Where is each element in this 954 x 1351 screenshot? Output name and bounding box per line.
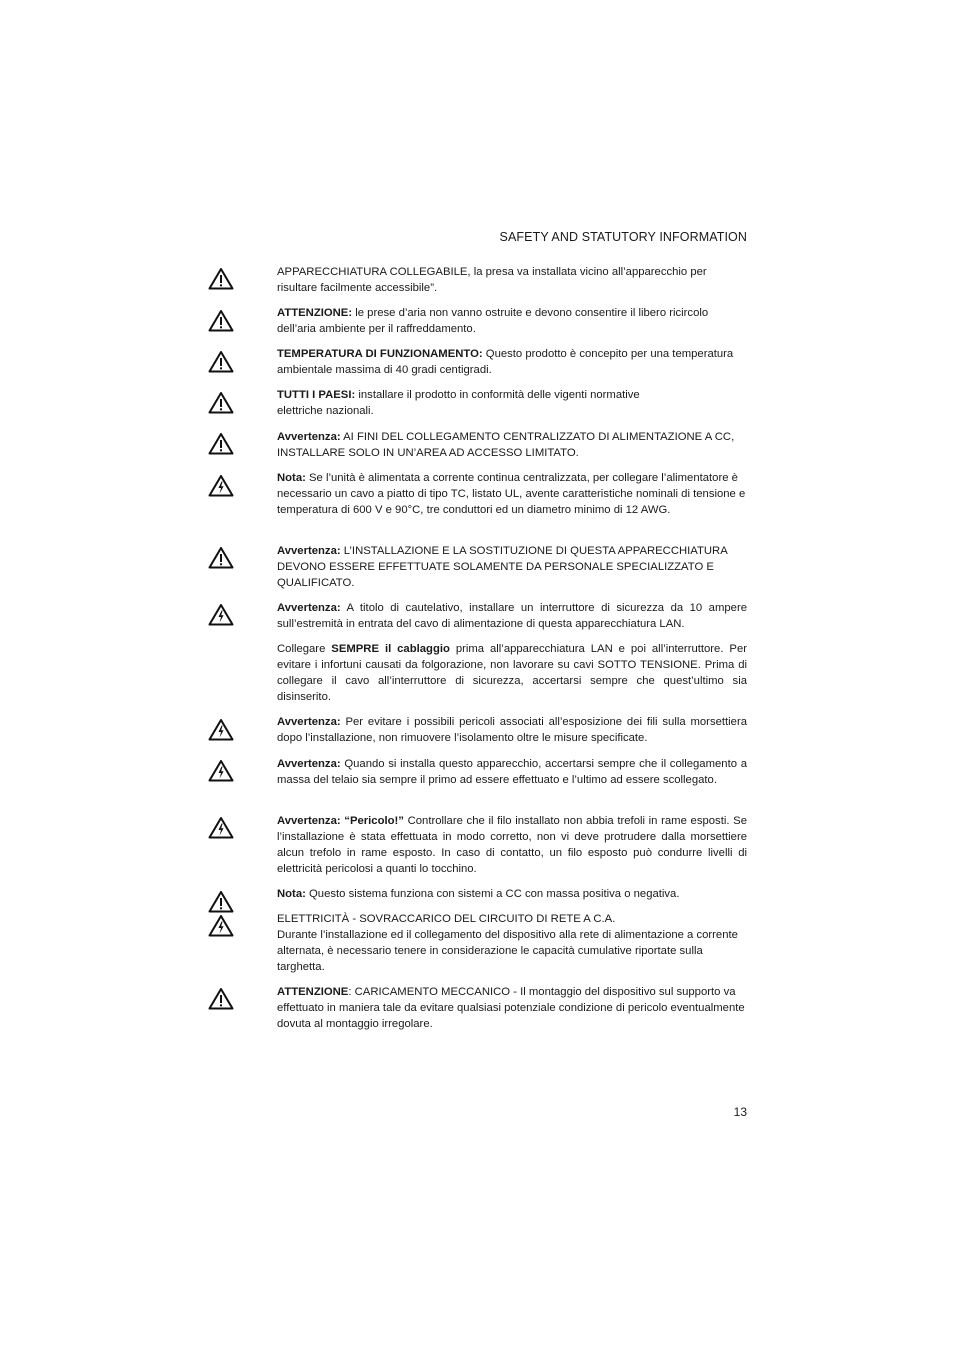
notice-heading: Avvertenza: (277, 602, 341, 614)
safety-notice-dc-restricted (277, 429, 747, 461)
notice-text: Se l’unità è alimentata a corrente continua centralizzata, per collegare l’alimentatore è necessario un cavo a piatto di tipo TC, listato UL, avente caratteristiche nominali di tensione e temperatura di 600 V e 90°C, tre conduttori ed un diametro minimo di 12 AWG. (277, 472, 746, 516)
warning-exclamation-icon (208, 267, 234, 290)
running-header: SAFETY AND STATUTORY INFORMATION (499, 230, 747, 244)
safety-notice-ventilation (277, 305, 747, 337)
safety-notice-dc-cable (277, 470, 747, 518)
notice-text: prima all’apparecchiatura LAN e poi all’interruttore. Per evitare i infortuni causati da folgorazione, non lavorare su cavi SOTTO TENSIONE. Prima di collegare il cavo all’interruttore di sicurezza, accertarsi sempre che quest’ultimo sia disinserito. (277, 643, 747, 703)
warning-exclamation-icon (208, 546, 234, 569)
notice-text: Quando si installa questo apparecchio, accertarsi sempre che il collegamento a massa del telaio sia sempre il primo ad essere effettuato e l’ultimo ad essere scollegato. (277, 758, 747, 786)
notice-text: : CARICAMENTO MECCANICO - Il montaggio del dispositivo sul supporto va effettuato in maniera tale da evitare qualsiasi potenziale condizione di pericolo eventualmente dovuta al montaggio irregolare. (277, 986, 745, 1030)
safety-notice-wiring-order (277, 641, 747, 705)
electrical-hazard-icon (208, 474, 234, 497)
electrical-hazard-icon (208, 816, 234, 839)
notice-heading: TEMPERATURA DI FUNZIONAMENTO: (277, 348, 483, 360)
notice-heading: ELETTRICITÀ - SOVRACCARICO DEL CIRCUITO DI RETE A C.A. (277, 913, 616, 925)
notice-heading: Avvertenza: (277, 758, 341, 770)
notice-text: Per evitare i possibili pericoli associati all’esposizione dei fili sulla morsettiera dopo l’installazione, non rimuovere l’isolamento oltre le misure specificate. (277, 716, 747, 744)
safety-notice-insulation (277, 714, 747, 746)
warning-exclamation-icon (208, 391, 234, 414)
safety-notice-dc-ground (277, 886, 747, 902)
notice-heading: ATTENZIONE (277, 986, 349, 998)
warning-exclamation-icon (208, 432, 234, 455)
notice-text: L’INSTALLAZIONE E LA SOSTITUZIONE DI QUESTA APPARECCHIATURA DEVONO ESSERE EFFETTUATE SOLAMENTE DA PERSONALE SPECIALIZZATO E QUALIFICATO. (277, 545, 728, 589)
notice-text: A titolo di cautelativo, installare un interruttore di sicurezza da 10 ampere sull’estremità in entrata del cavo di alimentazione di questa apparecchiatura LAN. (277, 602, 747, 630)
electrical-hazard-icon (208, 603, 234, 626)
warning-exclamation-icon (208, 309, 234, 332)
safety-notice-qualified-personnel (277, 543, 747, 591)
notice-heading: Avvertenza: “Pericolo!” (277, 815, 404, 827)
electrical-hazard-icon (208, 718, 234, 741)
notice-heading: Avvertenza: (277, 431, 341, 443)
safety-notice-exposed-strands (277, 813, 747, 877)
safety-notice-breaker (277, 600, 747, 632)
safety-notice-mechanical-loading (277, 984, 747, 1032)
notice-heading: TUTTI I PAESI: (277, 389, 356, 401)
electrical-hazard-icon (208, 914, 234, 937)
notice-text: APPARECCHIATURA COLLEGABILE, la presa va installata vicino all’apparecchio per risultare facilmente accessibile”. (277, 266, 707, 294)
electrical-hazard-icon (208, 759, 234, 782)
notice-text: Controllare che il filo installato non abbia trefoli in rame esposti. Se l’installazione è stata effettuata in modo corretto, non vi deve protrudere dalla morsettiere alcun trefolo in rame esposto. In caso di contatto, un filo esposto può condurre livelli di elettricità pericolosi a quanti lo tocchino. (277, 815, 747, 875)
page-number: 13 (733, 1105, 747, 1119)
notice-heading: Nota: (277, 472, 306, 484)
safety-notice-ac-overload (277, 911, 747, 975)
notice-text: Questo prodotto è concepito per una temperatura ambientale massima di 40 gradi centigradi. (277, 348, 734, 376)
notice-heading: Avvertenza: (277, 545, 341, 557)
warning-exclamation-icon (208, 987, 234, 1010)
safety-notice-all-countries (277, 387, 677, 419)
safety-notice-grounding (277, 756, 747, 788)
safety-notice-temperature (277, 346, 747, 378)
warning-exclamation-icon (208, 890, 234, 913)
notice-text: AI FINI DEL COLLEGAMENTO CENTRALIZZATO DI ALIMENTAZIONE A CC, INSTALLARE SOLO IN UN’AREA AD ACCESSO LIMITATO. (277, 431, 735, 459)
notice-heading: Nota: (277, 888, 306, 900)
notice-heading: Avvertenza: (277, 716, 341, 728)
notice-heading: SEMPRE il cablaggio (331, 643, 450, 655)
notice-text: Questo sistema funziona con sistemi a CC con massa positiva o negativa. (305, 888, 680, 900)
notice-text: Durante l’installazione ed il collegamento del dispositivo alla rete di alimentazione a corrente alternata, è necessario tenere in considerazione le capacità cumulative riportate sulla targhetta. (277, 929, 738, 973)
notice-heading: ATTENZIONE: (277, 307, 353, 319)
warning-exclamation-icon (208, 350, 234, 373)
notice-prefix: Collegare (277, 643, 332, 655)
safety-notice-pluggable (277, 264, 747, 296)
notice-text: installare il prodotto in conformità delle vigenti normative elettriche nazionali. (277, 389, 640, 417)
notice-text: le prese d’aria non vanno ostruite e devono consentire il libero ricircolo dell’aria ambiente per il raffreddamento. (277, 307, 709, 335)
